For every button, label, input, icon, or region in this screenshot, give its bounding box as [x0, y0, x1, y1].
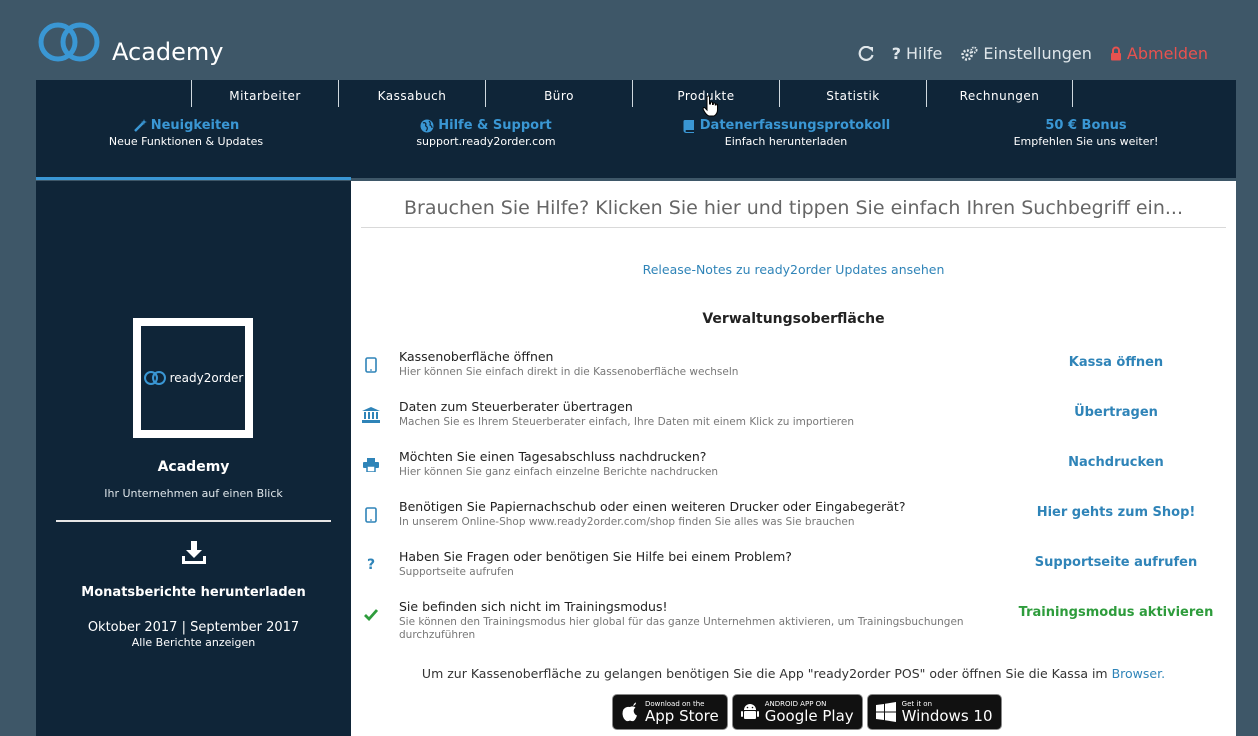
- company-name: Academy: [157, 459, 230, 475]
- release-notes-link[interactable]: Release-Notes zu ready2order Updates ansehen: [642, 262, 945, 277]
- badge-big-text: Windows 10: [901, 707, 993, 725]
- main-navigation: [36, 80, 1236, 178]
- ready2order-logo-icon[interactable]: [38, 20, 100, 64]
- news-subtitle: Neue Funktionen & Updates: [108, 135, 264, 148]
- tab-kassabuch[interactable]: Kassabuch: [338, 80, 485, 107]
- main-content: [351, 181, 1236, 736]
- action-row-support: [361, 549, 1231, 597]
- settings-button[interactable]: [960, 44, 1091, 63]
- settings-label: Einstellungen: [983, 44, 1092, 63]
- bonus-link[interactable]: [936, 118, 1236, 148]
- company-logo: [133, 318, 253, 438]
- logout-button[interactable]: [1110, 44, 1208, 63]
- protocol-link[interactable]: [636, 118, 936, 148]
- row-description: Machen Sie es Ihrem Steuerberater einfach, Ihre Daten mit einem Klick zu importieren: [399, 416, 854, 428]
- tab-rechnungen[interactable]: Rechnungen: [926, 80, 1073, 107]
- tablet-icon: [361, 505, 381, 525]
- apple-icon: [621, 702, 639, 722]
- bonus-title: 50 € Bonus: [1045, 118, 1127, 133]
- refresh-icon: [858, 46, 874, 62]
- app-store-badge[interactable]: [612, 694, 728, 730]
- row-title: Kassenoberfläche öffnen: [399, 349, 554, 364]
- reprint-button[interactable]: Nachdrucken: [1068, 455, 1164, 470]
- section-title: Verwaltungsoberfläche: [702, 311, 885, 327]
- globe-icon: [420, 119, 434, 133]
- check-icon: [361, 605, 381, 625]
- app-footnote: [351, 666, 1236, 681]
- row-description: Hier können Sie ganz einfach einzelne Berichte nachdrucken: [399, 466, 719, 478]
- shop-button[interactable]: Hier gehts zum Shop!: [1036, 505, 1196, 520]
- download-icon[interactable]: [179, 539, 209, 567]
- company-sidebar: [36, 181, 351, 736]
- brand-name: ready2order: [169, 371, 244, 385]
- tab-produkte[interactable]: Produkte: [632, 80, 779, 107]
- badge-small-text: Get it on: [901, 700, 933, 708]
- news-title: Neuigkeiten: [150, 118, 240, 133]
- printer-icon: [361, 455, 381, 475]
- tablet-icon: [361, 355, 381, 375]
- top-header: [0, 0, 1258, 80]
- question-icon: ?: [366, 557, 376, 573]
- activate-training-button[interactable]: Trainingsmodus aktivieren: [1018, 605, 1214, 620]
- action-row-reprint: [361, 449, 1231, 497]
- active-indicator: [36, 177, 351, 180]
- help-support-link[interactable]: [336, 118, 636, 148]
- badge-big-text: Google Play: [764, 707, 854, 725]
- refresh-button[interactable]: [858, 46, 874, 62]
- company-tagline: Ihr Unternehmen auf einen Blick: [104, 487, 283, 500]
- open-pos-button[interactable]: Kassa öffnen: [1068, 355, 1164, 370]
- action-row-training: [361, 599, 1231, 647]
- monthly-reports-download[interactable]: Monatsberichte herunterladen: [81, 585, 306, 600]
- gears-icon: [960, 46, 978, 62]
- protocol-title: Datenerfassungsprotokoll: [699, 118, 891, 133]
- nav-tabs: [191, 80, 1073, 107]
- row-title: Sie befinden sich nicht im Trainingsmodus!: [399, 599, 668, 614]
- top-actions: [858, 44, 1208, 63]
- badge-small-text: ANDROID APP ON: [764, 700, 827, 708]
- divider: [56, 520, 331, 522]
- tab-mitarbeiter[interactable]: Mitarbeiter: [191, 80, 338, 107]
- help-label: Hilfe: [906, 44, 943, 63]
- windows-icon: [876, 702, 896, 722]
- ready2order-mark-icon: [143, 370, 167, 386]
- action-row-open-pos: [361, 349, 1231, 397]
- row-description: Sie können den Trainingsmodus hier global für das ganze Unternehmen aktivieren, um Trainingsbuchungen durchzuführen: [399, 616, 964, 641]
- support-page-button[interactable]: Supportseite aufrufen: [1034, 555, 1198, 570]
- news-link[interactable]: [36, 118, 336, 148]
- magic-wand-icon: [133, 119, 147, 133]
- action-row-shop: [361, 499, 1231, 547]
- tab-buero[interactable]: Büro: [485, 80, 632, 107]
- all-reports-link[interactable]: Alle Berichte anzeigen: [131, 636, 256, 649]
- row-title: Möchten Sie einen Tagesabschluss nachdrucken?: [399, 449, 707, 464]
- app-title: Academy: [112, 38, 224, 66]
- question-icon: ?: [891, 44, 901, 63]
- row-title: Benötigen Sie Papiernachschub oder einen weiteren Drucker oder Eingabegerät?: [399, 499, 906, 514]
- help-button[interactable]: [892, 44, 943, 63]
- action-row-tax-advisor: [361, 399, 1231, 447]
- google-play-badge[interactable]: [732, 694, 863, 730]
- row-title: Daten zum Steuerberater übertragen: [399, 399, 633, 414]
- info-links: [36, 118, 1236, 148]
- bonus-subtitle: Empfehlen Sie uns weiter!: [1013, 135, 1159, 148]
- row-description: Supportseite aufrufen: [399, 566, 514, 578]
- hand-pointer-icon: [702, 95, 718, 117]
- tab-statistik[interactable]: Statistik: [779, 80, 926, 107]
- android-icon: [741, 702, 759, 722]
- windows-badge[interactable]: [867, 694, 1002, 730]
- browser-link[interactable]: Browser.: [1111, 666, 1166, 681]
- store-badges: [612, 694, 1002, 730]
- footnote-text: Um zur Kassenoberfläche zu gelangen benötigen Sie die App "ready2order POS" oder öffnen Sie die Kassa im: [421, 666, 1108, 681]
- lock-icon: [1110, 46, 1122, 61]
- bank-icon: [361, 405, 381, 425]
- row-description: Hier können Sie einfach direkt in die Kassenoberfläche wechseln: [399, 366, 739, 378]
- report-months[interactable]: Oktober 2017 | September 2017: [87, 620, 300, 635]
- row-title: Haben Sie Fragen oder benötigen Sie Hilfe bei einem Problem?: [399, 549, 792, 564]
- help-support-subtitle: support.ready2order.com: [416, 135, 556, 148]
- book-icon: [682, 119, 696, 133]
- help-search-input[interactable]: Brauchen Sie Hilfe? Klicken Sie hier und tippen Sie einfach Ihren Suchbegriff ein...: [361, 191, 1226, 228]
- badge-big-text: App Store: [645, 707, 719, 725]
- help-support-title: Hilfe & Support: [438, 118, 552, 133]
- protocol-subtitle: Einfach herunterladen: [724, 135, 848, 148]
- transfer-button[interactable]: Übertragen: [1074, 405, 1158, 420]
- row-description: In unserem Online-Shop www.ready2order.com/shop finden Sie alles was Sie brauchen: [399, 516, 855, 528]
- logout-label: Abmelden: [1126, 44, 1208, 63]
- badge-small-text: Download on the: [645, 700, 705, 708]
